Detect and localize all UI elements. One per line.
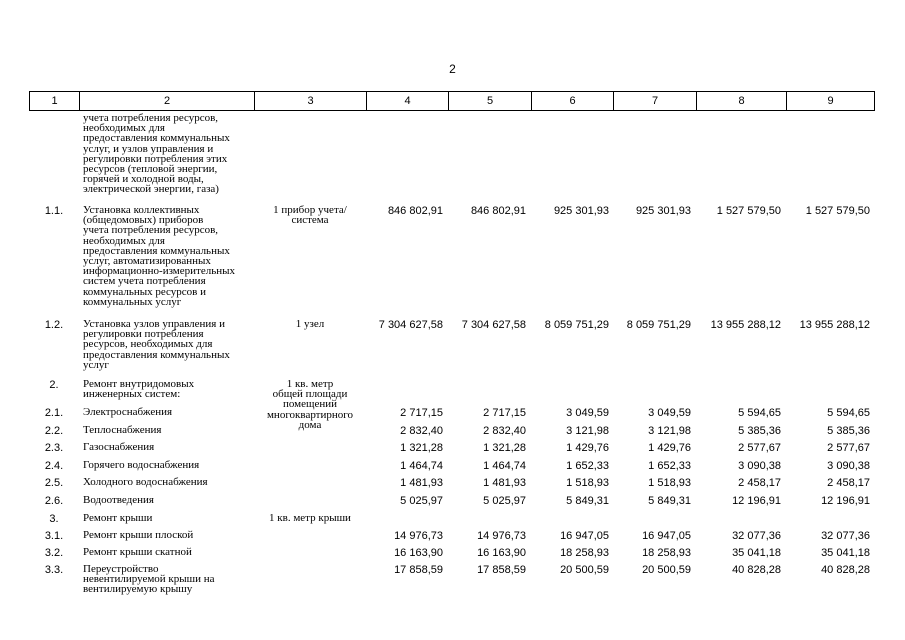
value-col-9: 2 577,67: [827, 442, 870, 454]
value-col-9: 1 527 579,50: [805, 205, 870, 217]
row-number: 2.6.: [44, 495, 64, 507]
row-number: 3.3.: [44, 564, 64, 576]
row-number: 2.2.: [44, 425, 64, 437]
header-cell-1: 1: [30, 92, 80, 110]
row-unit: 1 прибор учета/ система: [273, 204, 347, 227]
value-col-9: 32 077,36: [821, 530, 870, 542]
value-col-7: 5 849,31: [648, 495, 691, 507]
value-col-9: 13 955 288,12: [799, 319, 870, 331]
row-description: учета потребления ресурсов, необходимых для предоставления коммунальных услуг, и узлов управления и регулировки потребления этих ресурсов (тепловой энергии, горячей и холодной воды, электрической энергии, газа): [83, 112, 230, 196]
page-number: 2: [449, 62, 456, 76]
value-col-5: 1 321,28: [483, 442, 526, 454]
row-number: 2.5.: [44, 477, 64, 489]
value-col-9: 5 594,65: [827, 407, 870, 419]
header-cell-5: 5: [449, 92, 532, 110]
value-col-4: 2 717,15: [400, 407, 443, 419]
value-col-9: 35 041,18: [821, 547, 870, 559]
value-col-5: 14 976,73: [477, 530, 526, 542]
row-description: Водоотведения: [83, 494, 154, 506]
value-col-7: 20 500,59: [642, 564, 691, 576]
value-col-8: 35 041,18: [732, 547, 781, 559]
row-unit: 1 кв. метр общей площади помещений многоквартирного дома: [266, 378, 354, 431]
value-col-9: 2 458,17: [827, 477, 870, 489]
value-col-5: 17 858,59: [477, 564, 526, 576]
value-col-4: 17 858,59: [394, 564, 443, 576]
row-number: 3.2.: [44, 547, 64, 559]
row-description: Горячего водоснабжения: [83, 459, 200, 471]
value-col-9: 3 090,38: [827, 460, 870, 472]
value-col-5: 2 832,40: [483, 425, 526, 437]
row-description: Электроснабжения: [83, 406, 173, 418]
value-col-8: 40 828,28: [732, 564, 781, 576]
value-col-7: 1 429,76: [648, 442, 691, 454]
value-col-7: 1 518,93: [648, 477, 691, 489]
value-col-6: 3 121,98: [566, 425, 609, 437]
row-description: Ремонт внутридомовых инженерных систем:: [83, 378, 195, 401]
value-col-8: 13 955 288,12: [710, 319, 781, 331]
value-col-6: 1 518,93: [566, 477, 609, 489]
row-number: 1.2.: [44, 319, 64, 331]
value-col-8: 3 090,38: [738, 460, 781, 472]
value-col-6: 8 059 751,29: [544, 319, 609, 331]
header-cell-2: 2: [80, 92, 255, 110]
row-number: 2.4.: [44, 460, 64, 472]
row-unit: 1 узел: [295, 318, 325, 330]
value-col-4: 1 464,74: [400, 460, 443, 472]
row-description: Холодного водоснабжения: [83, 476, 208, 488]
row-description: Ремонт крыши скатной: [83, 546, 192, 558]
row-description: Ремонт крыши плоской: [83, 529, 194, 541]
value-col-7: 8 059 751,29: [626, 319, 691, 331]
header-cell-9: 9: [827, 95, 834, 107]
value-col-4: 1 481,93: [400, 477, 443, 489]
value-col-9: 12 196,91: [821, 495, 870, 507]
value-col-6: 3 049,59: [566, 407, 609, 419]
value-col-8: 5 385,36: [738, 425, 781, 437]
header-cell-4: 4: [367, 92, 449, 110]
row-number: 3.1.: [44, 530, 64, 542]
value-col-6: 18 258,93: [560, 547, 609, 559]
value-col-6: 20 500,59: [560, 564, 609, 576]
row-description: Теплоснабжения: [83, 424, 162, 436]
value-col-8: 1 527 579,50: [716, 205, 781, 217]
value-col-5: 1 464,74: [483, 460, 526, 472]
value-col-7: 16 947,05: [642, 530, 691, 542]
value-col-5: 5 025,97: [483, 495, 526, 507]
value-col-5: 16 163,90: [477, 547, 526, 559]
value-col-5: 7 304 627,58: [461, 319, 526, 331]
value-col-6: 925 301,93: [553, 205, 609, 217]
value-col-7: 1 652,33: [648, 460, 691, 472]
value-col-4: 14 976,73: [394, 530, 443, 542]
value-col-4: 2 832,40: [400, 425, 443, 437]
value-col-8: 2 577,67: [738, 442, 781, 454]
value-col-6: 1 652,33: [566, 460, 609, 472]
value-col-6: 16 947,05: [560, 530, 609, 542]
value-col-5: 846 802,91: [470, 205, 526, 217]
value-col-8: 5 594,65: [738, 407, 781, 419]
header-cell-8: 8: [697, 92, 787, 110]
value-col-4: 5 025,97: [400, 495, 443, 507]
value-col-7: 18 258,93: [642, 547, 691, 559]
value-col-4: 846 802,91: [387, 205, 443, 217]
row-description: Ремонт крыши: [83, 512, 153, 524]
value-col-7: 3 121,98: [648, 425, 691, 437]
header-cell-7: 7: [614, 92, 697, 110]
value-col-9: 5 385,36: [827, 425, 870, 437]
header-cell-6: 6: [532, 92, 614, 110]
row-number: 1.1.: [44, 205, 64, 217]
row-number: 2.1.: [44, 407, 64, 419]
row-description: Газоснабжения: [83, 441, 155, 453]
row-number: 2.: [49, 379, 59, 391]
row-description: Переустройство невентилируемой крыши на вентилируемую крышу: [83, 563, 215, 596]
row-number: 3.: [49, 513, 59, 525]
header-cell-3: 3: [255, 92, 367, 110]
value-col-9: 40 828,28: [821, 564, 870, 576]
row-unit: 1 кв. метр крыши: [269, 512, 351, 524]
value-col-7: 3 049,59: [648, 407, 691, 419]
value-col-8: 12 196,91: [732, 495, 781, 507]
row-description: Установка узлов управления и регулировки потребления ресурсов, необходимых для предоставления коммунальных услуг: [83, 318, 230, 371]
value-col-7: 925 301,93: [635, 205, 691, 217]
value-col-5: 2 717,15: [483, 407, 526, 419]
value-col-8: 32 077,36: [732, 530, 781, 542]
value-col-4: 1 321,28: [400, 442, 443, 454]
value-col-6: 5 849,31: [566, 495, 609, 507]
value-col-4: 7 304 627,58: [378, 319, 443, 331]
row-number: 2.3.: [44, 442, 64, 454]
value-col-8: 2 458,17: [738, 477, 781, 489]
row-description: Установка коллективных (общедомовых) приборов учета потребления ресурсов, необходимых для предоставления коммунальных услуг, автоматизированных информационно-измерительных систем учета потребления коммунальных ресурсов и коммунальных услуг: [83, 204, 235, 308]
value-col-5: 1 481,93: [483, 477, 526, 489]
value-col-6: 1 429,76: [566, 442, 609, 454]
value-col-4: 16 163,90: [394, 547, 443, 559]
